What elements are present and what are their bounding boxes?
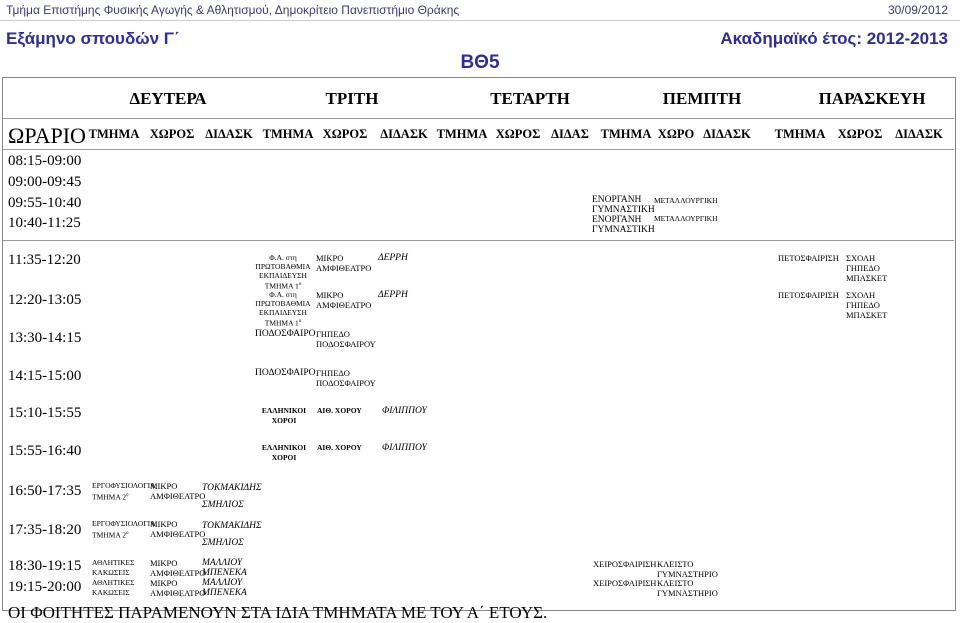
col-header: ΔΙΔΑΣ <box>551 127 589 141</box>
course-teacher: ΤΟΚΜΑΚΙΔΗΣ ΣΜΗΛΙΟΣ <box>202 521 262 548</box>
day-tuesday: ΤΡΙΤΗ <box>325 89 379 108</box>
time-slot: 08:15-09:00 <box>8 153 82 169</box>
time-slot: 18:30-19:15 <box>8 558 82 574</box>
course-name: ΧΕΙΡΟΣΦΑΙΡΙΣΗ <box>593 559 657 569</box>
course-room: ΜΙΚΡΟ ΑΜΦΙΘΕΑΤΡΟ <box>316 290 372 310</box>
time-slot: 15:10-15:55 <box>8 405 82 421</box>
course-teacher: ΜΑΛΛΙΟΥ ΜΠΕΝΕΚΑ <box>202 578 247 598</box>
footer-note: ΟΙ ΦΟΙΤΗΤΕΣ ΠΑΡΑΜΕΝΟΥΝ ΣΤΑ ΙΔΙΑ ΤΜΗΜΑΤΑ ΜΕ ΤΟΥ Α΄ ΕΤΟΥΣ. <box>8 603 548 622</box>
academic-year: Ακαδημαϊκό έτος: 2012-2013 <box>720 29 948 48</box>
course-name: ΠΟΔΟΣΦΑΙΡΟ <box>255 368 316 378</box>
time-slot: 19:15-20:00 <box>8 579 82 595</box>
course-name: ΕΛΛΗΝΙΚΟΙ ΧΟΡΟΙ <box>261 443 307 462</box>
col-header: ΤΜΗΜΑ <box>436 127 488 141</box>
course-name: ΕΡΓΟΦΥΣΙΟΛΟΓΙΑ ΤΜΗΜΑ $2^o$ <box>92 519 156 540</box>
course-name: ΓΥΜΝΑΣΤΙΚΗ <box>592 225 655 235</box>
course-room: ΜΕΤΑΛΛΟΥΡΓΙΚΗ <box>654 196 718 205</box>
course-teacher: ΔΕΡΡΗ <box>378 253 408 263</box>
course-teacher: ΦΙΛΙΠΠΟΥ <box>382 443 427 453</box>
row-divider <box>3 240 954 241</box>
course-name: ΠΕΤΟΣΦΑΙΡΙΣΗ <box>778 290 839 300</box>
course-teacher: ΔΕΡΡΗ <box>378 290 408 300</box>
course-room: ΑΙΘ. ΧΟΡΟΥ <box>317 406 362 415</box>
course-room: ΜΙΚΡΟ ΑΜΦΙΘΕΑΤΡΟ <box>316 253 372 273</box>
col-header: ΧΩΡΟ <box>657 127 695 141</box>
col-header: ΔΙΔΑΣΚ <box>205 127 253 141</box>
course-room: ΜΙΚΡΟ ΑΜΦΙΘΕΑΤΡΟ <box>150 519 206 539</box>
col-header: ΤΜΗΜΑ <box>774 127 826 141</box>
col-header: ΧΩΡΟΣ <box>495 127 541 141</box>
time-slot: 13:30-14:15 <box>8 330 82 346</box>
course-room: ΚΛΕΙΣΤΟ ΓΥΜΝΑΣΤΗΡΙΟ <box>657 559 718 579</box>
row-divider <box>3 149 954 150</box>
course-room: ΚΛΕΙΣΤΟ ΓΥΜΝΑΣΤΗΡΙΟ <box>657 578 718 598</box>
course-name: ΠΕΤΟΣΦΑΙΡΙΣΗ <box>778 253 839 263</box>
time-slot: 11:35-12:20 <box>8 252 81 268</box>
course-name: ΓΥΜΝΑΣΤΙΚΗ <box>592 205 655 215</box>
time-slot: 12:20-13:05 <box>8 292 82 308</box>
room-title: ΒΘ5 <box>460 52 500 73</box>
course-room: ΜΕΤΑΛΛΟΥΡΓΙΚΗ <box>654 214 718 223</box>
course-teacher: ΤΟΚΜΑΚΙΔΗΣ ΣΜΗΛΙΟΣ <box>202 483 262 510</box>
col-header: ΔΙΔΑΣΚ <box>703 127 751 141</box>
course-teacher: ΜΑΛΛΙΟΥ ΜΠΕΝΕΚΑ <box>202 558 247 578</box>
time-slot: 14:15-15:00 <box>8 368 82 384</box>
course-name: Φ.Α. στη ΠΡΩΤΟΒΑΘΜΙΑ ΕΚΠΑΙΔΕΥΣΗ ΤΜΗΜΑ $1^o$ <box>255 253 311 291</box>
day-thursday: ΠΕΜΠΤΗ <box>662 89 742 108</box>
day-wednesday: ΤΕΤΑΡΤΗ <box>490 89 570 108</box>
course-name: Φ.Α. στη ΠΡΩΤΟΒΑΘΜΙΑ ΕΚΠΑΙΔΕΥΣΗ ΤΜΗΜΑ $1^o$ <box>255 290 311 328</box>
course-room: ΣΧΟΛΗ ΓΗΠΕΔΟ ΜΠΑΣΚΕΤ <box>846 290 888 320</box>
course-name: ΕΝΟΡΓΑΝΗ <box>592 195 642 205</box>
col-header: ΤΜΗΜΑ <box>88 127 140 141</box>
course-room: ΜΙΚΡΟ ΑΜΦΙΘΕΑΤΡΟ <box>150 578 206 598</box>
course-name: ΕΡΓΟΦΥΣΙΟΛΟΓΙΑ ΤΜΗΜΑ $2^o$ <box>92 481 156 502</box>
course-room: ΣΧΟΛΗ ΓΗΠΕΔΟ ΜΠΑΣΚΕΤ <box>846 253 888 283</box>
department-name: Τμήμα Επιστήμης Φυσικής Αγωγής & Αθλητισμού, Δημοκρίτειο Πανεπιστήμιο Θράκης <box>6 3 460 17</box>
col-header: ΤΜΗΜΑ <box>600 127 652 141</box>
col-header: ΧΩΡΟΣ <box>837 127 883 141</box>
course-name: ΕΛΛΗΝΙΚΟΙ ΧΟΡΟΙ <box>261 406 307 425</box>
col-header: ΧΩΡΟΣ <box>149 127 195 141</box>
course-name: ΑΘΛΗΤΙΚΕΣ ΚΑΚΩΣΕΙΣ <box>92 558 135 577</box>
header-date: 30/09/2012 <box>887 3 948 17</box>
course-name: ΠΟΔΟΣΦΑΙΡΟ <box>255 329 316 339</box>
course-teacher: ΦΙΛΙΠΠΟΥ <box>382 406 427 416</box>
col-header: ΤΜΗΜΑ <box>262 127 314 141</box>
time-slot: 16:50-17:35 <box>8 483 82 499</box>
page-header <box>0 0 960 21</box>
row-divider <box>3 118 954 119</box>
hours-column-header: ΩΡΑΡΙΟ <box>8 123 86 148</box>
course-room: ΜΙΚΡΟ ΑΜΦΙΘΕΑΤΡΟ <box>150 558 206 578</box>
time-slot: 09:00-09:45 <box>8 174 82 190</box>
time-slot: 09:55-10:40 <box>8 195 82 211</box>
time-slot: 15:55-16:40 <box>8 443 82 459</box>
col-header: ΧΩΡΟΣ <box>322 127 368 141</box>
course-name: ΧΕΙΡΟΣΦΑΙΡΙΣΗ <box>593 578 657 588</box>
course-name: ΑΘΛΗΤΙΚΕΣ ΚΑΚΩΣΕΙΣ <box>92 578 135 597</box>
time-slot: 17:35-18:20 <box>8 522 82 538</box>
course-room: ΜΙΚΡΟ ΑΜΦΙΘΕΑΤΡΟ <box>150 481 206 501</box>
time-slot: 10:40-11:25 <box>8 215 81 231</box>
day-monday: ΔΕΥΤΕΡΑ <box>129 89 207 108</box>
semester-title: Εξάμηνο σπουδών Γ΄ <box>6 29 180 48</box>
course-room: ΓΗΠΕΔΟ ΠΟΔΟΣΦΑΙΡΟΥ <box>316 368 376 388</box>
day-friday: ΠΑΡΑΣΚΕΥΗ <box>818 89 926 108</box>
col-header: ΔΙΔΑΣΚ <box>895 127 943 141</box>
course-room: ΑΙΘ. ΧΟΡΟΥ <box>317 443 362 452</box>
col-header: ΔΙΔΑΣΚ <box>380 127 428 141</box>
course-name: ΕΝΟΡΓΑΝΗ <box>592 215 642 225</box>
course-room: ΓΗΠΕΔΟ ΠΟΔΟΣΦΑΙΡΟΥ <box>316 329 376 349</box>
